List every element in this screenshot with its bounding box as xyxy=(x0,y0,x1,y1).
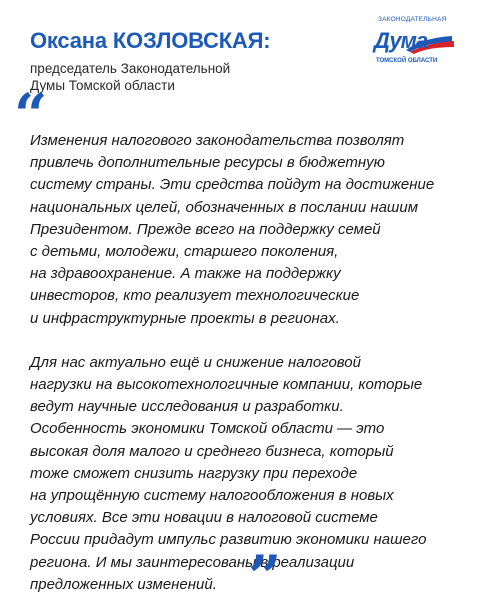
logo-bottom-text: ТОМСКОЙ ОБЛАСТИ xyxy=(376,58,438,64)
quote-line: Для нас актуально ещё и снижение налоговой xyxy=(30,353,361,371)
quote-line: привлечь дополнительные ресурсы в бюджетную xyxy=(30,154,385,172)
speaker-position-line: председатель Законодательной xyxy=(30,61,231,76)
quote-line: национальных целей, обозначенных в послании нашим xyxy=(30,198,419,216)
open-quote-icon: “ xyxy=(14,81,48,149)
quote-line: с детьми, молодежи, старшего поколения, xyxy=(30,243,339,261)
quote-line: Изменения налогового законодательства позволят xyxy=(30,132,405,149)
quote-line: систему страны. Эти средства пойдут на достижение xyxy=(30,176,435,194)
quote-line: предложенных изменений. xyxy=(30,575,217,593)
quote-body xyxy=(30,130,470,596)
quote-line: инвесторов, кто реализует технологические xyxy=(30,287,360,305)
quote-line: и инфраструктурные проекты в регионах. xyxy=(30,309,340,327)
quote-line: ведут научные исследования и разработки. xyxy=(30,398,344,416)
quote-line: на здравоохранение. А также на поддержку xyxy=(30,265,341,283)
speaker-surname: КОЗЛОВСКАЯ: xyxy=(112,28,271,53)
quote-line: нагрузки на высокотехнологичные компании, которые xyxy=(30,376,423,394)
quote-line: Президентом. Прежде всего на поддержку семей xyxy=(30,220,381,238)
duma-logo xyxy=(372,16,462,72)
quote-paragraph-1 xyxy=(30,130,470,330)
speaker-first-name: Оксана xyxy=(30,28,107,53)
quote-line: высокая доля малого и среднего бизнеса, который xyxy=(30,442,394,460)
quote-line: условиях. Все эти новации в налоговой системе xyxy=(30,509,378,527)
logo-word: Дума xyxy=(374,28,428,53)
quote-line: России придадут импульс развитию экономики нашего xyxy=(30,531,427,549)
quote-line: на упрощённую систему налогообложения в новых xyxy=(30,487,394,505)
quote-line: тоже сможет снизить нагрузку при переходе xyxy=(30,464,358,482)
speaker-position-line: Думы Томской области xyxy=(30,78,175,93)
quote-line: Особенность экономики Томской области — это xyxy=(30,420,385,438)
logo-top-text: ЗАКОНОДАТЕЛЬНАЯ xyxy=(378,16,447,23)
quote-line: региона. И мы заинтересованы в реализации xyxy=(30,553,355,571)
close-quote-icon: ” xyxy=(248,543,282,611)
